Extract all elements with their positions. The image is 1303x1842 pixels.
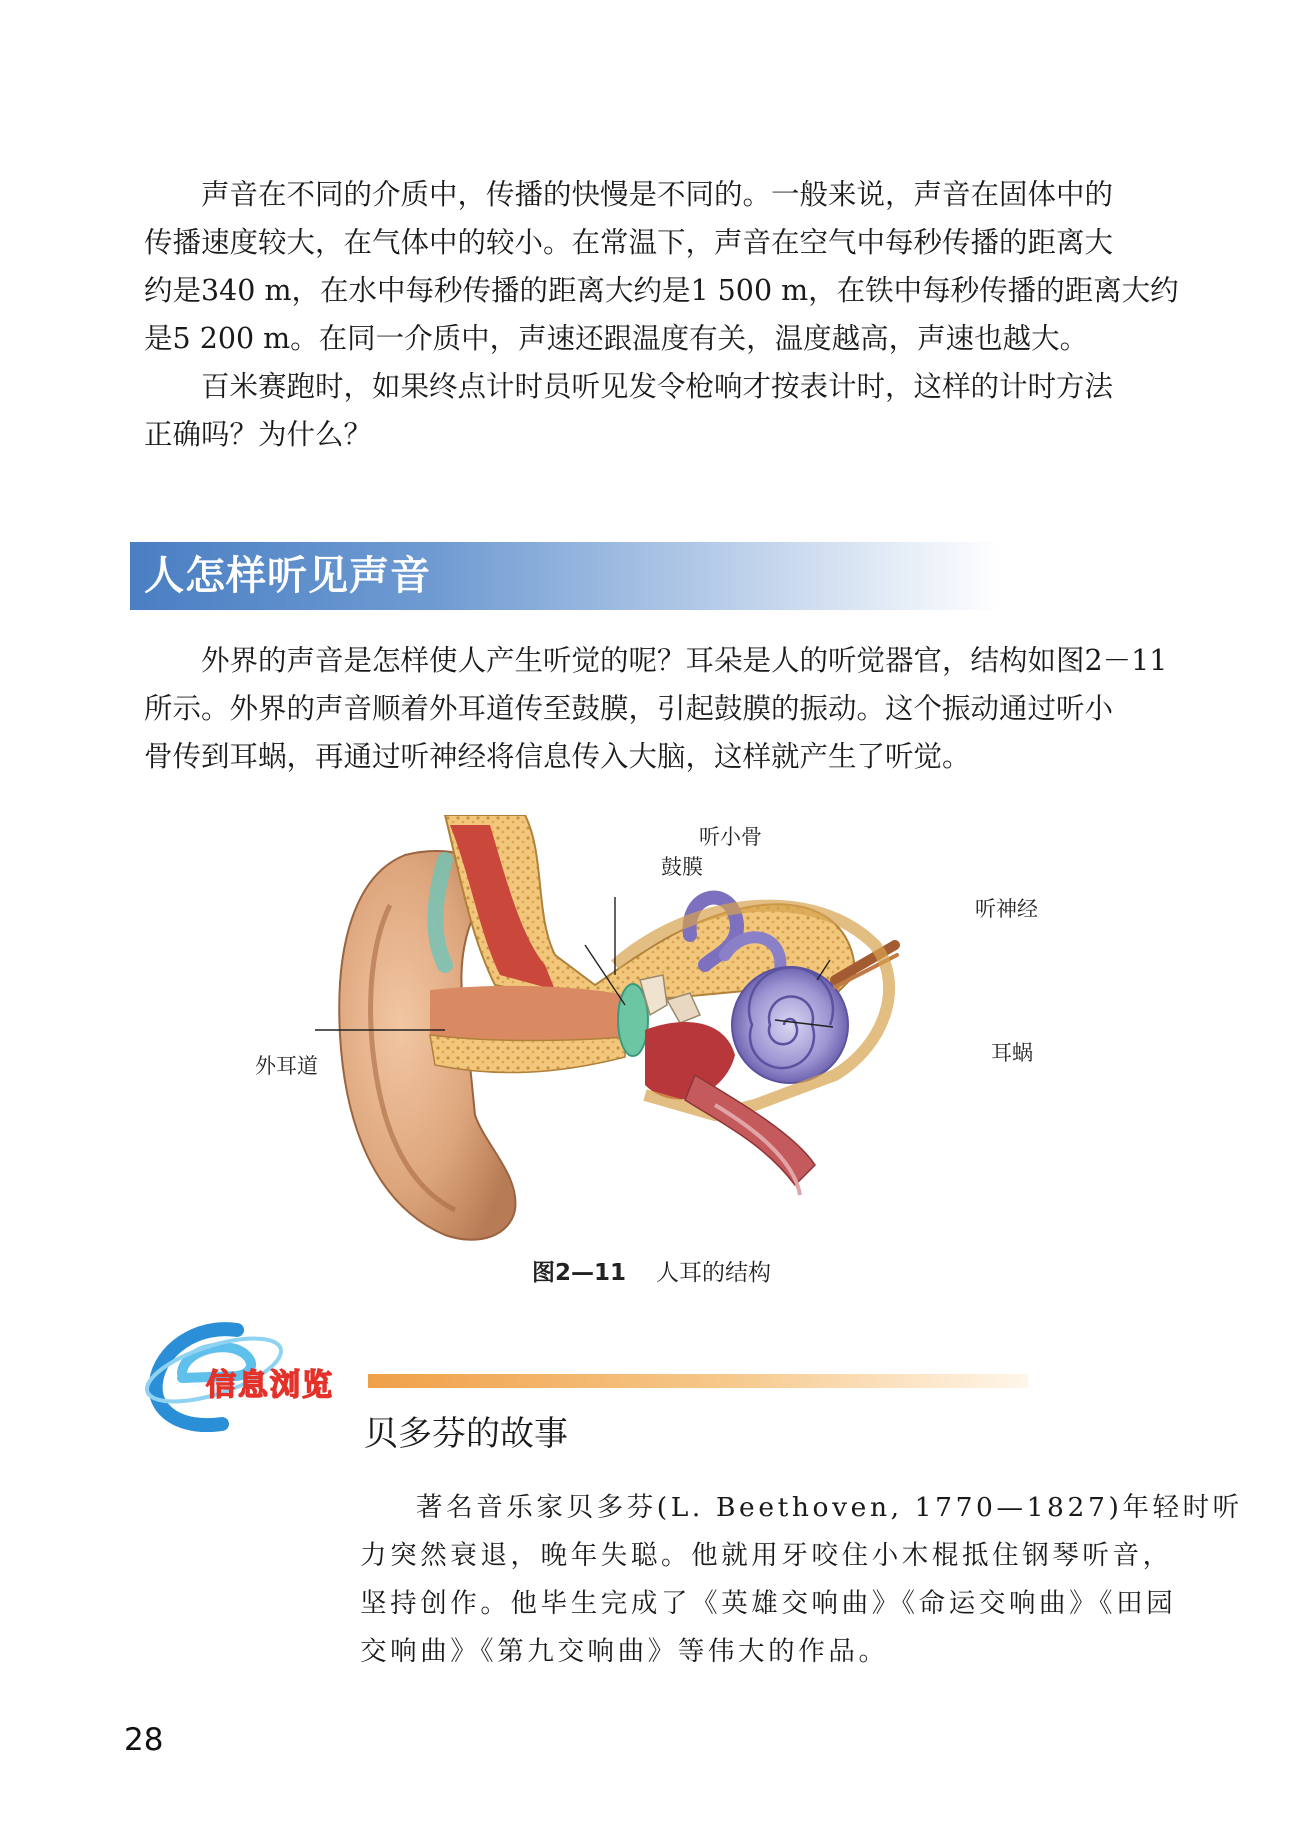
text-line: 坚持创作。他毕生完成了《英雄交响曲》《命运交响曲》《田园 — [360, 1588, 1177, 1619]
info-title: 贝多芬的故事 — [364, 1414, 568, 1454]
text-line: 约是340 m，在水中每秒传播的距离大约是1 500 m，在铁中每秒传播的距离大约 — [144, 274, 1179, 307]
text-line: 交响曲》《第九交响曲》等伟大的作品。 — [360, 1636, 889, 1667]
label-ossicles: 听小骨 — [699, 825, 762, 849]
section-paragraph — [144, 637, 1170, 781]
info-logo-text: 信息浏览 — [206, 1368, 334, 1403]
text-line: 外界的声音是怎样使人产生听觉的呢？耳朵是人的听觉器官，结构如图2－11 — [201, 644, 1168, 677]
caption-number: 图2—11 — [531, 1260, 626, 1286]
text-line: 骨传到耳蜗，再通过听神经将信息传入大脑，这样就产生了听觉。 — [144, 740, 971, 773]
text-line: 百米赛跑时，如果终点计时员听见发令枪响才按表计时，这样的计时方法 — [201, 370, 1114, 403]
info-browse-logo — [142, 1312, 352, 1432]
text-line: 声音在不同的介质中，传播的快慢是不同的。一般来说，声音在固体中的 — [201, 178, 1114, 211]
section-title: 人怎样听见声音 — [144, 553, 431, 599]
text-line: 力突然衰退，晚年失聪。他就用牙咬住小木棍抵住钢琴听音， — [360, 1540, 1173, 1571]
label-cochlea: 耳蜗 — [991, 1041, 1033, 1065]
text-line: 正确吗？为什么？ — [144, 418, 373, 451]
label-eardrum: 鼓膜 — [661, 855, 703, 879]
caption-text: 人耳的结构 — [656, 1260, 771, 1286]
page-number: 28 — [124, 1722, 164, 1758]
text-line: 是5 200 m。在同一介质中，声速还跟温度有关，温度越高，声速也越大。 — [144, 322, 1089, 355]
label-auditory-nerve: 听神经 — [975, 897, 1038, 921]
intro-paragraph-2 — [144, 363, 1170, 459]
figure-caption — [0, 1254, 1303, 1287]
text-line: 著名音乐家贝多芬(L. Beethoven, 1770—1827)年轻时听 — [416, 1492, 1243, 1523]
intro-paragraph-1 — [144, 171, 1179, 363]
label-ear-canal: 外耳道 — [255, 1054, 318, 1078]
info-paragraph — [360, 1484, 1243, 1676]
section-heading-bar — [130, 542, 1000, 610]
text-line: 传播速度较大，在气体中的较小。在常温下，声音在空气中每秒传播的距离大 — [144, 226, 1114, 259]
text-line: 所示。外界的声音顺着外耳道传至鼓膜，引起鼓膜的振动。这个振动通过听小 — [144, 692, 1114, 725]
ear-structure-figure — [255, 815, 1075, 1245]
info-divider-line — [368, 1374, 1028, 1388]
